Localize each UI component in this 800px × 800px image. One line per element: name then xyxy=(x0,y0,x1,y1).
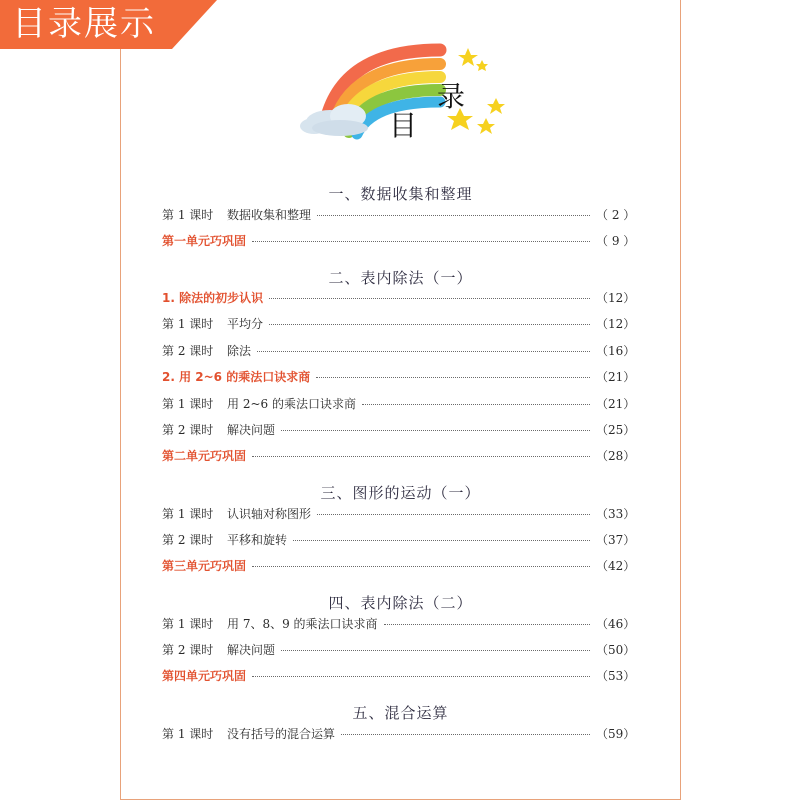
entry-name: 认识轴对称图形 xyxy=(227,506,312,521)
page-number: （33） xyxy=(596,506,636,521)
leader-dots xyxy=(341,725,590,735)
toc-row[interactable] xyxy=(162,314,636,332)
leader-dots xyxy=(362,395,590,405)
leader-dots xyxy=(252,667,590,677)
toc-row[interactable] xyxy=(162,614,636,632)
lesson-label: 第 1 课时 xyxy=(162,396,214,411)
entry-name: 用 2~6 的乘法口诀求商 xyxy=(227,396,356,411)
page-number: （ 9 ） xyxy=(596,233,636,248)
lesson-label: 第 1 课时 xyxy=(162,316,214,331)
banner xyxy=(0,0,217,49)
leader-dots xyxy=(384,615,590,625)
page-number: （59） xyxy=(596,726,636,741)
toc-row[interactable] xyxy=(162,724,636,742)
cloud-icon xyxy=(300,104,368,136)
toc-row[interactable] xyxy=(162,420,636,438)
leader-dots xyxy=(293,531,590,541)
entry-name: 用 7、8、9 的乘法口诀求商 xyxy=(227,616,378,631)
entry-name: 除法 xyxy=(227,343,252,358)
entry-name: 第二单元巧巩固 xyxy=(162,448,247,463)
entry-name: 第一单元巧巩固 xyxy=(162,233,247,248)
toc-row-subsection[interactable] xyxy=(162,288,636,306)
page-number: （46） xyxy=(596,616,636,631)
toc-row[interactable] xyxy=(162,530,636,548)
page-number: （53） xyxy=(596,668,636,683)
entry-name: 解决问题 xyxy=(227,422,276,437)
section-title: 三、图形的运动（一） xyxy=(320,484,481,502)
entry-name: 2. 用 2~6 的乘法口诀求商 xyxy=(162,369,311,384)
toc-title-char-1: 目 xyxy=(389,109,418,142)
section-title: 四、表内除法（二） xyxy=(328,594,473,612)
section-title: 一、数据收集和整理 xyxy=(328,185,473,203)
toc-row-review[interactable] xyxy=(162,231,636,249)
page-number: （28） xyxy=(596,448,636,463)
lesson-label: 第 1 课时 xyxy=(162,207,214,222)
page-number: （21） xyxy=(596,396,636,411)
section-title: 二、表内除法（一） xyxy=(328,269,473,287)
lesson-label: 第 1 课时 xyxy=(162,506,214,521)
lesson-label: 第 2 课时 xyxy=(162,532,214,547)
entry-name: 没有括号的混合运算 xyxy=(227,726,336,741)
page-number: （ 2 ） xyxy=(596,207,636,222)
entry-name: 第三单元巧巩固 xyxy=(162,558,247,573)
entry-name: 1. 除法的初步认识 xyxy=(162,290,264,305)
leader-dots xyxy=(281,421,590,431)
toc-row[interactable] xyxy=(162,394,636,412)
entry-name: 第四单元巧巩固 xyxy=(162,668,247,683)
lesson-label: 第 2 课时 xyxy=(162,343,214,358)
page-number: （12） xyxy=(596,290,636,305)
leader-dots xyxy=(252,232,590,242)
leader-dots xyxy=(252,557,590,567)
toc-row[interactable] xyxy=(162,205,636,223)
toc-row-review[interactable] xyxy=(162,666,636,684)
leader-dots xyxy=(269,289,590,299)
leader-dots xyxy=(257,342,590,352)
toc-title-char-2: 录 xyxy=(437,80,466,113)
page-number: （25） xyxy=(596,422,636,437)
page-number: （50） xyxy=(596,642,636,657)
leader-dots xyxy=(316,368,590,378)
leader-dots xyxy=(281,641,590,651)
lesson-label: 第 1 课时 xyxy=(162,616,214,631)
toc-row[interactable] xyxy=(162,341,636,359)
leader-dots xyxy=(252,447,590,457)
toc-row-review[interactable] xyxy=(162,556,636,574)
toc-row[interactable] xyxy=(162,640,636,658)
toc-row[interactable] xyxy=(162,504,636,522)
page-number: （37） xyxy=(596,532,636,547)
page-number: （42） xyxy=(596,558,636,573)
banner-text: 目录展示 xyxy=(12,4,156,44)
entry-name: 数据收集和整理 xyxy=(227,207,312,222)
entry-name: 解决问题 xyxy=(227,642,276,657)
leader-dots xyxy=(269,315,590,325)
page-number: （12） xyxy=(596,316,636,331)
entry-name: 平均分 xyxy=(227,316,264,331)
entry-name: 平移和旋转 xyxy=(227,532,288,547)
toc-row-review[interactable] xyxy=(162,446,636,464)
toc-row-subsection[interactable] xyxy=(162,367,636,385)
page-number: （16） xyxy=(596,343,636,358)
lesson-label: 第 2 课时 xyxy=(162,422,214,437)
page-number: （21） xyxy=(596,369,636,384)
lesson-label: 第 2 课时 xyxy=(162,642,214,657)
leader-dots xyxy=(317,206,590,216)
leader-dots xyxy=(317,505,590,515)
section-title: 五、混合运算 xyxy=(352,704,449,722)
lesson-label: 第 1 课时 xyxy=(162,726,214,741)
